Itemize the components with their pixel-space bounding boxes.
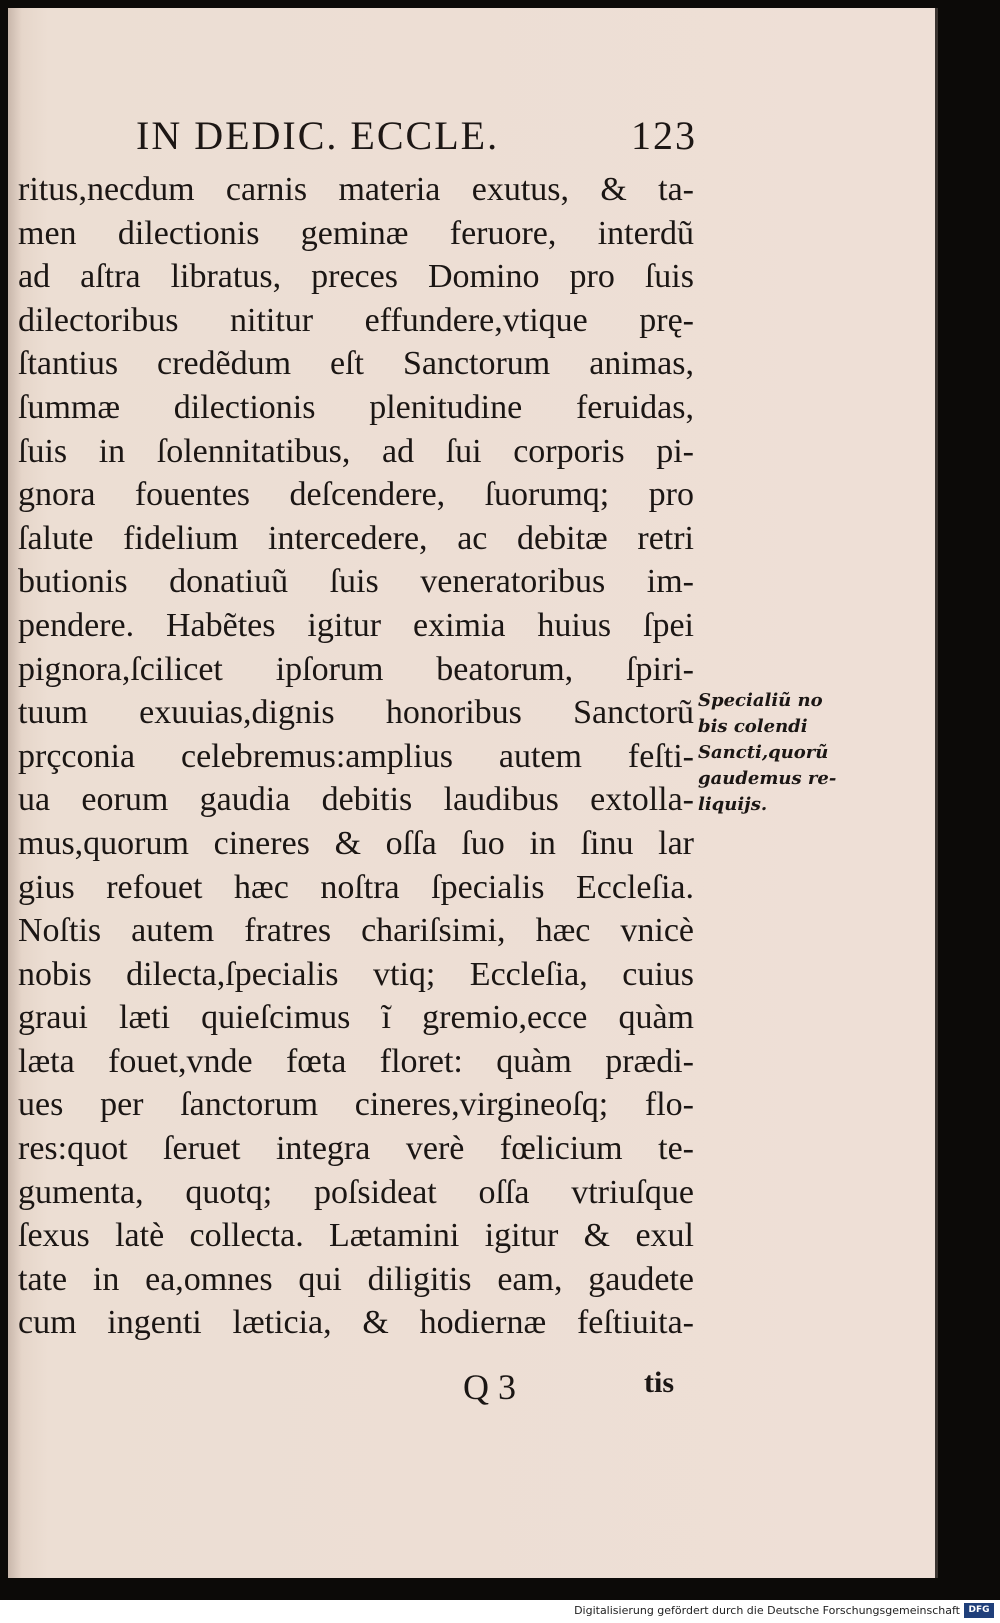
marginal-note-line: bis colendi xyxy=(698,716,808,737)
catchword: tis xyxy=(644,1366,674,1399)
footer-bar xyxy=(0,1600,1000,1623)
text-line: cum ingenti læticia, & hodiernæ feſtiuita- xyxy=(18,1304,694,1342)
text-line: ſuis in ſolennitatibus, ad ſui corporis pi- xyxy=(18,432,694,470)
running-title: IN DEDIC. ECCLE. xyxy=(136,113,500,158)
text-line: gumenta, quotq; poſsideat oſſa vtriuſque xyxy=(18,1173,694,1211)
body-text xyxy=(18,168,694,1345)
text-line: Noſtis autem fratres chariſsimi, hæc vnicè xyxy=(18,912,694,950)
text-line: mus,quorum cineres & oſſa ſuo in ſinu lar xyxy=(18,824,694,862)
text-line: men dilectionis geminæ feruore, interdũ xyxy=(18,214,694,252)
text-line: pendere. Habẽtes igitur eximia huius ſpei xyxy=(18,606,694,644)
text-line: gius refouet hæc noſtra ſpecialis Eccleſia. xyxy=(18,868,694,906)
dfg-logo: DFG xyxy=(964,1603,994,1618)
text-line: tate in ea,omnes qui diligitis eam, gaudete xyxy=(18,1260,694,1298)
text-line: ſtantius credẽdum eſt Sanctorum animas, xyxy=(18,345,694,383)
text-line: ſexus latè collecta. Lætamini igitur & exul xyxy=(18,1217,694,1255)
book-page xyxy=(8,8,935,1578)
marginal-note xyxy=(698,688,858,818)
marginal-note-line: gaudemus re- xyxy=(698,768,837,789)
text-line: ues per ſanctorum cineres,virgineoſq; flo- xyxy=(18,1086,694,1124)
text-line: gnora fouentes deſcendere, ſuorumq; pro xyxy=(18,476,694,514)
text-line: ritus,necdum carnis materia exutus, & ta- xyxy=(18,171,694,208)
marginal-note-line: liquijs. xyxy=(698,794,768,815)
text-line: prçconia celebremus:amplius autem feſti- xyxy=(18,737,694,775)
text-line: ad aſtra libratus, preces Domino pro ſuis xyxy=(18,258,694,296)
page-number: 123 xyxy=(631,113,697,158)
text-line: dilectoribus nititur effundere,vtique prę- xyxy=(18,301,694,339)
page-header xyxy=(136,112,696,162)
text-line: ua eorum gaudia debitis laudibus extolla- xyxy=(18,781,694,819)
marginal-note-line: Sancti,quorũ xyxy=(698,742,829,763)
funding-credit: Digitalisierung gefördert durch die Deutsche Forschungsgemeinschaft xyxy=(574,1604,960,1617)
signature-mark: Q 3 xyxy=(463,1367,516,1407)
text-line: læta fouet,vnde fœta floret: quàm prædi- xyxy=(18,1042,694,1080)
text-line: tuum exuuias,dignis honoribus Sanctorũ xyxy=(18,694,694,732)
text-line: graui læti quieſcimus ĩ gremio,ecce quàm xyxy=(18,999,694,1037)
text-line: nobis dilecta,ſpecialis vtiq; Eccleſia, cuius xyxy=(18,955,694,993)
text-line: ſummæ dilectionis plenitudine feruidas, xyxy=(18,388,694,426)
text-line: res:quot ſeruet integra verè fœlicium te- xyxy=(18,1130,694,1168)
marginal-note-line: Specialiũ no xyxy=(698,690,823,711)
page-edge xyxy=(935,8,938,1578)
text-line: butionis donatiuũ ſuis veneratoribus im- xyxy=(18,563,694,601)
text-line: ſalute fidelium intercedere, ac debitæ retri xyxy=(18,519,694,557)
text-line: pignora,ſcilicet ipſorum beatorum, ſpiri- xyxy=(18,650,694,688)
